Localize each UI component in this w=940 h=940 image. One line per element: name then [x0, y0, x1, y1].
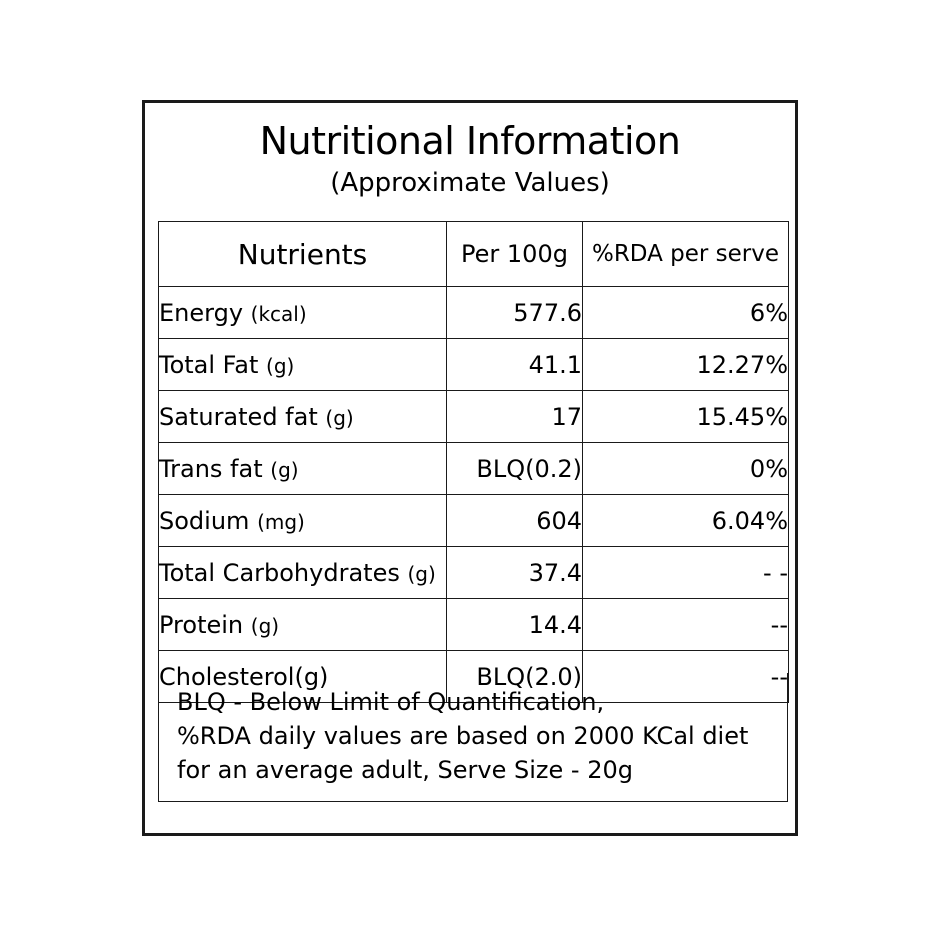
label-subtitle: (Approximate Values) — [330, 167, 610, 198]
footnote-line-1: BLQ - Below Limit of Quantification, — [177, 688, 605, 716]
nutrient-rda: - - — [583, 547, 789, 599]
nutrient-name — [159, 547, 447, 599]
label-header — [145, 103, 795, 197]
nutrient-unit: (kcal) — [250, 301, 307, 326]
nutrient-name — [159, 287, 447, 339]
nutrient-value: 41.1 — [447, 339, 583, 391]
table-row — [159, 547, 789, 599]
nutrient-rda: -- — [583, 651, 789, 703]
nutrient-unit: (g) — [250, 613, 280, 638]
nutrient-unit: (g) — [266, 353, 295, 378]
nutrient-value: 14.4 — [447, 599, 583, 651]
nutrient-name-text: Saturated fat — [159, 402, 318, 431]
nutrient-value: 604 — [447, 495, 583, 547]
table-row — [159, 443, 789, 495]
nutrient-name-text: Sodium — [159, 506, 250, 535]
footnote-line-3: for an average adult, Serve Size - 20g — [177, 756, 633, 785]
nutrient-value: BLQ(2.0) — [447, 651, 583, 703]
nutrient-rda: 15.45% — [583, 391, 789, 443]
nutrient-rda: -- — [583, 599, 789, 651]
nutrient-unit: (g) — [407, 561, 436, 586]
footnote-block — [158, 673, 788, 802]
nutrient-unit: (g) — [270, 457, 299, 482]
nutrient-name-text: Total Fat — [159, 350, 259, 379]
nutrient-name — [159, 599, 447, 651]
nutrient-value: 17 — [447, 391, 583, 443]
nutrient-name-text: Energy — [159, 298, 244, 327]
nutrition-table — [158, 221, 789, 703]
nutrient-name-text: Total Carbohydrates — [159, 558, 400, 587]
nutrient-name — [159, 495, 447, 547]
nutrient-name — [159, 391, 447, 443]
table-row — [159, 599, 789, 651]
table-row — [159, 495, 789, 547]
column-header-rda: %RDA per serve — [583, 222, 789, 287]
page-title: Nutritional Information — [259, 119, 681, 163]
nutrient-rda: 0% — [583, 443, 789, 495]
nutrient-name — [159, 339, 447, 391]
column-header-nutrients: Nutrients — [159, 222, 447, 287]
nutrient-rda: 12.27% — [583, 339, 789, 391]
column-header-per-100g: Per 100g — [447, 222, 583, 287]
footnote-line-2: %RDA daily values are based on 2000 KCal diet — [177, 722, 749, 751]
table-header-row — [159, 222, 789, 287]
nutrient-unit: (mg) — [257, 509, 305, 534]
table-row — [159, 391, 789, 443]
nutrient-value: 577.6 — [447, 287, 583, 339]
nutrient-name-text: Trans fat — [159, 454, 263, 483]
nutrient-rda: 6.04% — [583, 495, 789, 547]
table-row — [159, 339, 789, 391]
table-row — [159, 287, 789, 339]
nutrient-name — [159, 443, 447, 495]
nutrient-unit: (g) — [325, 405, 354, 430]
nutrition-label-panel — [142, 100, 798, 836]
nutrient-name-text: Protein — [159, 610, 244, 639]
nutrient-value: BLQ(0.2) — [447, 443, 583, 495]
nutrient-rda: 6% — [583, 287, 789, 339]
nutrient-value: 37.4 — [447, 547, 583, 599]
nutrient-name-text: Cholesterol(g) — [159, 662, 329, 691]
